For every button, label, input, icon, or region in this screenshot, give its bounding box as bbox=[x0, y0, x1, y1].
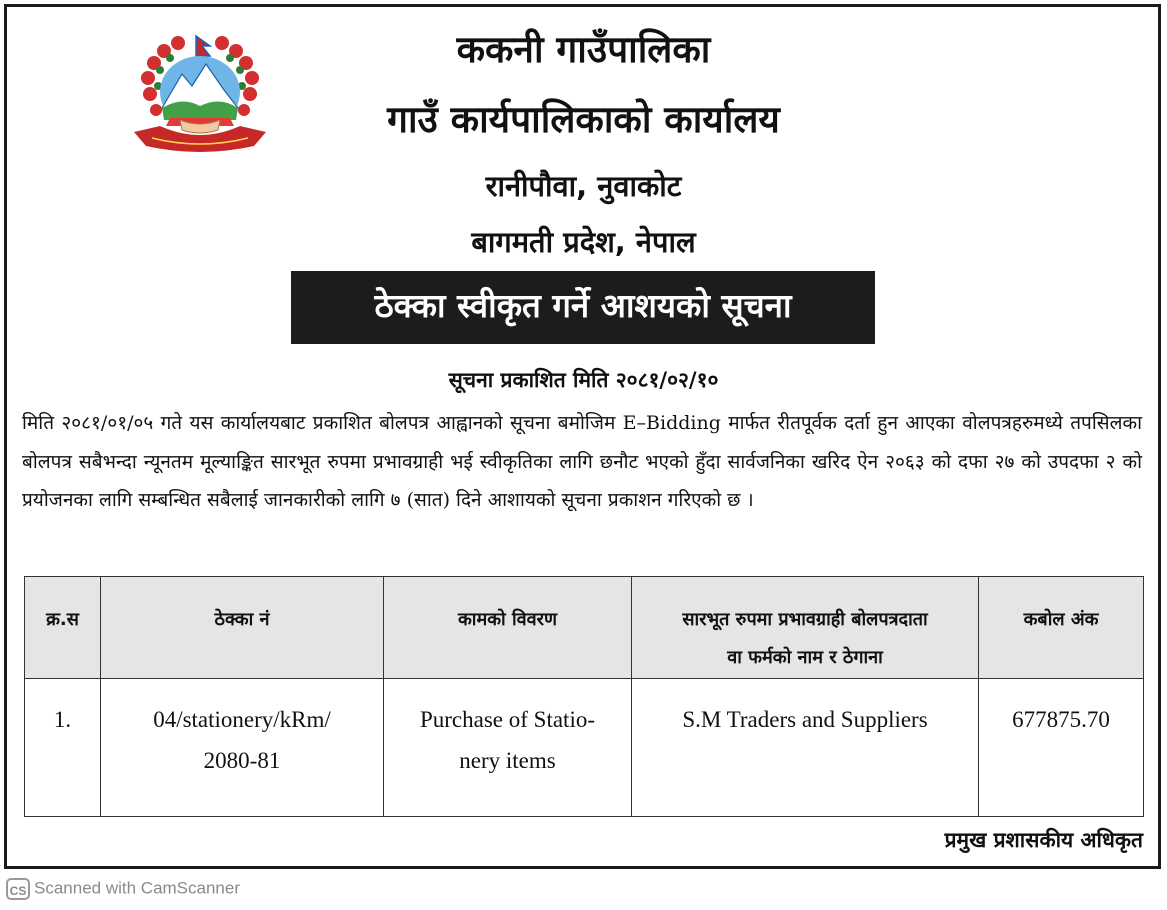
province-country: बागमती प्रदेश, नेपाल bbox=[471, 225, 696, 259]
cell-description-line2: nery items bbox=[459, 748, 556, 773]
cell-description-line1: Purchase of Statio- bbox=[419, 707, 595, 732]
header-description: कामको विवरण bbox=[384, 577, 632, 679]
cell-description bbox=[384, 679, 632, 817]
notice-title-banner: ठेक्का स्वीकृत गर्ने आशयको सूचना bbox=[291, 271, 875, 344]
table-row bbox=[25, 679, 1144, 817]
camscanner-logo-icon: CS bbox=[6, 878, 30, 900]
header-bidder bbox=[632, 577, 979, 679]
header-amount: कबोल अंक bbox=[979, 577, 1144, 679]
scanner-watermark-text: Scanned with CamScanner bbox=[34, 878, 241, 898]
tender-table bbox=[24, 576, 1144, 817]
cell-sn: 1. bbox=[25, 679, 101, 817]
cell-contract-no bbox=[101, 679, 384, 817]
cell-contract-no-line2: 2080-81 bbox=[203, 748, 281, 773]
published-date: सूचना प्रकाशित मिति २०८१/०२/१० bbox=[448, 368, 719, 392]
header-contract-no: ठेक्का नं bbox=[101, 577, 384, 679]
header-sn: क्र.स bbox=[25, 577, 101, 679]
table-header-row bbox=[25, 577, 1144, 679]
notice-body-paragraph: मिति २०८१/०१/०५ गते यस कार्यालयबाट प्रकाशित बोलपत्र आह्वानको सूचना बमोजिम E–Bidding मार्फत रीतपूर्वक दर्ता हुन आएका वोलपत्रहरुमध्ये तपसिलका बोलपत्र सबैभन्दा न्यूनतम मूल्याङ्कित सारभूत रुपमा प्रभावग्राही भई स्वीकृतिका लागि छनौट भएको हुँदा सार्वजनिका खरिद ऐन २०६३ को दफा २७ को उपदफा २ को प्रयोजनका लागि सम्बन्धित सबैलाई जानकारीको लागि ७ (सात) दिने आशायको सूचना प्रकाशन गरिएको छ । bbox=[22, 412, 1142, 511]
cell-amount: 677875.70 bbox=[979, 679, 1144, 817]
header-bidder-line2: वा फर्मको नाम र ठेगाना bbox=[727, 647, 883, 668]
cell-bidder: S.M Traders and Suppliers bbox=[632, 679, 979, 817]
municipality-name: ककनी गाउँपालिका bbox=[456, 28, 711, 71]
office-address: रानीपौवा, नुवाकोट bbox=[485, 169, 682, 203]
cell-contract-no-line1: 04/stationery/kRm/ bbox=[153, 707, 331, 732]
office-name: गाउँ कार्यपालिकाको कार्यालय bbox=[387, 98, 780, 141]
signatory-title: प्रमुख प्रशासकीय अधिकृत bbox=[944, 828, 1143, 852]
header-bidder-line1: सारभूत रुपमा प्रभावग्राही बोलपत्रदाता bbox=[682, 609, 928, 630]
scanner-watermark bbox=[6, 878, 240, 900]
